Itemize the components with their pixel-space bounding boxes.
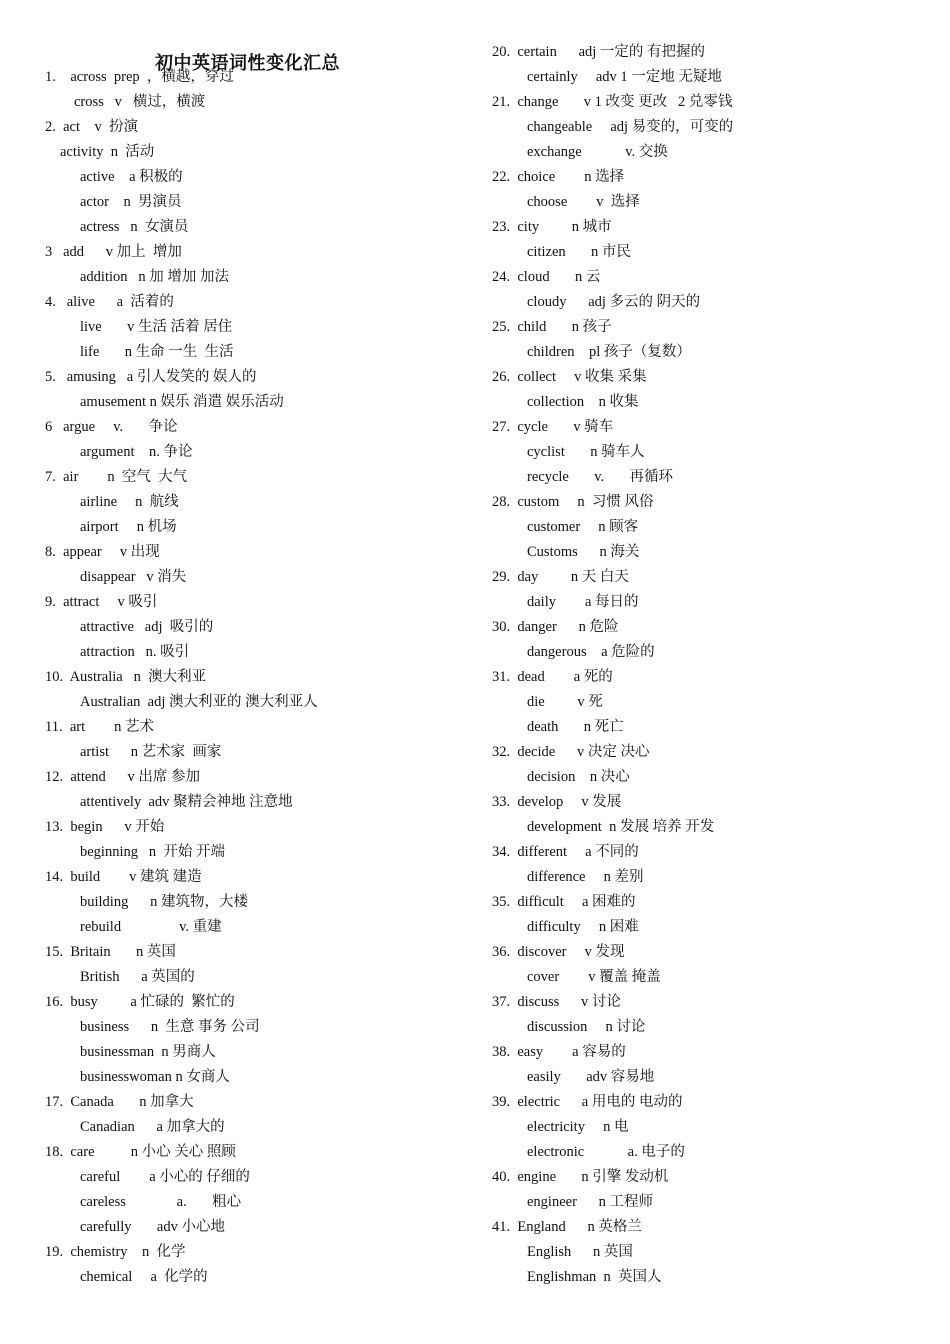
vocab-derivative: difficulty n 困难 [527,919,639,935]
vocab-entry: 33. develop v 发展 [492,794,622,810]
vocab-entry: 29. day n 天 白天 [492,569,629,585]
vocab-derivative: daily a 每日的 [527,594,639,610]
vocab-derivative: difference n 差别 [527,869,644,885]
vocab-derivative: argument n. 争论 [80,444,193,460]
vocab-entry: 28. custom n 习惯 风俗 [492,494,654,510]
vocab-derivative: building n 建筑物，大楼 [80,894,248,910]
vocab-entry: 25. child n 孩子 [492,319,612,335]
vocab-entry: 30. danger n 危险 [492,619,619,635]
vocab-derivative: amusement n 娱乐 消遣 娱乐活动 [80,394,284,410]
vocab-derivative: citizen n 市民 [527,244,631,260]
vocab-entry: 12. attend v 出席 参加 [45,769,201,785]
vocab-derivative: businessman n 男商人 [80,1044,216,1060]
vocab-entry: 2. act v 扮演 [45,119,139,135]
vocab-derivative: death n 死亡 [527,719,624,735]
vocab-derivative: dangerous a 危险的 [527,644,655,660]
vocab-derivative: disappear v 消失 [80,569,187,585]
vocab-entry: 32. decide v 决定 决心 [492,744,650,760]
vocab-derivative: activity n 活动 [60,144,155,160]
vocab-entry: 23. city n 城市 [492,219,612,235]
vocab-entry: 39. electric a 用电的 电动的 [492,1094,683,1110]
vocab-entry: 15. Britain n 英国 [45,944,176,960]
vocab-derivative: Englishman n 英国人 [527,1269,662,1285]
vocab-entry: 38. easy a 容易的 [492,1044,626,1060]
vocab-derivative: businesswoman n 女商人 [80,1069,230,1085]
vocab-entry: 27. cycle v 骑车 [492,419,614,435]
vocab-derivative: certainly adv 1 一定地 无疑地 [527,69,722,85]
vocab-entry: 13. begin v 开始 [45,819,165,835]
vocab-derivative: exchange v. 交换 [527,144,668,160]
vocab-derivative: airline n 航线 [80,494,179,510]
vocab-entry: 9. attract v 吸引 [45,594,158,610]
vocab-derivative: cover v 覆盖 掩盖 [527,969,661,985]
vocab-derivative: customer n 顾客 [527,519,639,535]
vocab-entry: 19. chemistry n 化学 [45,1244,186,1260]
vocab-derivative: careless a. 粗心 [80,1194,242,1210]
vocab-derivative: business n 生意 事务 公司 [80,1019,260,1035]
vocab-derivative: recycle v. 再循环 [527,469,674,485]
vocab-entry: 31. dead a 死的 [492,669,613,685]
vocab-derivative: actor n 男演员 [80,194,182,210]
vocab-derivative: attractive adj 吸引的 [80,619,214,635]
vocab-entry: 5. amusing a 引人发笑的 娱人的 [45,369,257,385]
vocab-entry: 35. difficult a 困难的 [492,894,636,910]
vocab-entry: 21. change v 1 改变 更改 2 兑零钱 [492,94,733,110]
vocab-derivative: airport n 机场 [80,519,177,535]
vocab-derivative: children pl 孩子（复数） [527,344,691,360]
vocab-derivative: choose v 选择 [527,194,640,210]
vocab-entry: 34. different a 不同的 [492,844,639,860]
vocab-derivative: live v 生活 活着 居住 [80,319,233,335]
vocab-derivative: beginning n 开始 开端 [80,844,225,860]
vocab-entry: 1. across prep ，横越，穿过 [45,69,234,85]
vocab-derivative: rebuild v. 重建 [80,919,222,935]
vocab-derivative: careful a 小心的 仔细的 [80,1169,250,1185]
vocab-derivative: artist n 艺术家 画家 [80,744,222,760]
vocab-derivative: electronic a. 电子的 [527,1144,685,1160]
vocab-derivative: chemical a 化学的 [80,1269,208,1285]
vocab-derivative: British a 英国的 [80,969,195,985]
vocab-entry: 40. engine n 引擎 发动机 [492,1169,669,1185]
vocab-derivative: engineer n 工程师 [527,1194,654,1210]
vocab-entry: 7. air n 空气 大气 [45,469,188,485]
vocab-entry: 8. appear v 出现 [45,544,160,560]
vocab-derivative: decision n 决心 [527,769,630,785]
vocab-derivative: cyclist n 骑车人 [527,444,645,460]
vocab-entry: 22. choice n 选择 [492,169,625,185]
vocab-derivative: attentively adv 聚精会神地 注意地 [80,794,293,810]
vocab-entry: 36. discover v 发现 [492,944,625,960]
vocab-entry: 4. alive a 活着的 [45,294,174,310]
vocab-derivative: Australian adj 澳大利亚的 澳大利亚人 [80,694,318,710]
vocab-derivative: changeable adj 易变的，可变的 [527,119,734,135]
vocab-derivative: active a 积极的 [80,169,183,185]
vocab-derivative: Canadian a 加拿大的 [80,1119,225,1135]
vocab-derivative: die v 死 [527,694,603,710]
vocab-entry: 10. Australia n 澳大利亚 [45,669,207,685]
vocab-derivative: English n 英国 [527,1244,633,1260]
vocab-entry: 6 argue v. 争论 [45,419,178,435]
vocab-derivative: electricity n 电 [527,1119,629,1135]
vocab-derivative: development n 发展 培养 开发 [527,819,715,835]
vocab-derivative: life n 生命 一生 生活 [80,344,234,360]
vocab-derivative: cross v 横过，横渡 [74,94,206,110]
vocab-derivative: addition n 加 增加 加法 [80,269,230,285]
vocab-entry: 37. discuss v 讨论 [492,994,621,1010]
vocab-entry: 3 add v 加上 增加 [45,244,182,260]
vocab-entry: 18. care n 小心 关心 照顾 [45,1144,236,1160]
vocab-entry: 24. cloud n 云 [492,269,601,285]
vocab-derivative: actress n 女演员 [80,219,189,235]
vocab-derivative: Customs n 海关 [527,544,640,560]
vocab-derivative: easily adv 容易地 [527,1069,655,1085]
vocab-derivative: carefully adv 小心地 [80,1219,225,1235]
vocab-entry: 41. England n 英格兰 [492,1219,642,1235]
vocab-derivative: cloudy adj 多云的 阴天的 [527,294,701,310]
vocab-entry: 20. certain adj 一定的 有把握的 [492,44,706,60]
vocab-derivative: discussion n 讨论 [527,1019,646,1035]
vocab-derivative: attraction n. 吸引 [80,644,190,660]
vocab-entry: 26. collect v 收集 采集 [492,369,647,385]
vocab-entry: 17. Canada n 加拿大 [45,1094,194,1110]
page-title: 初中英语词性变化汇总 [155,53,340,74]
vocab-entry: 11. art n 艺术 [45,719,155,735]
vocab-derivative: collection n 收集 [527,394,639,410]
vocab-entry: 16. busy a 忙碌的 繁忙的 [45,994,235,1010]
vocab-entry: 14. build v 建筑 建造 [45,869,202,885]
